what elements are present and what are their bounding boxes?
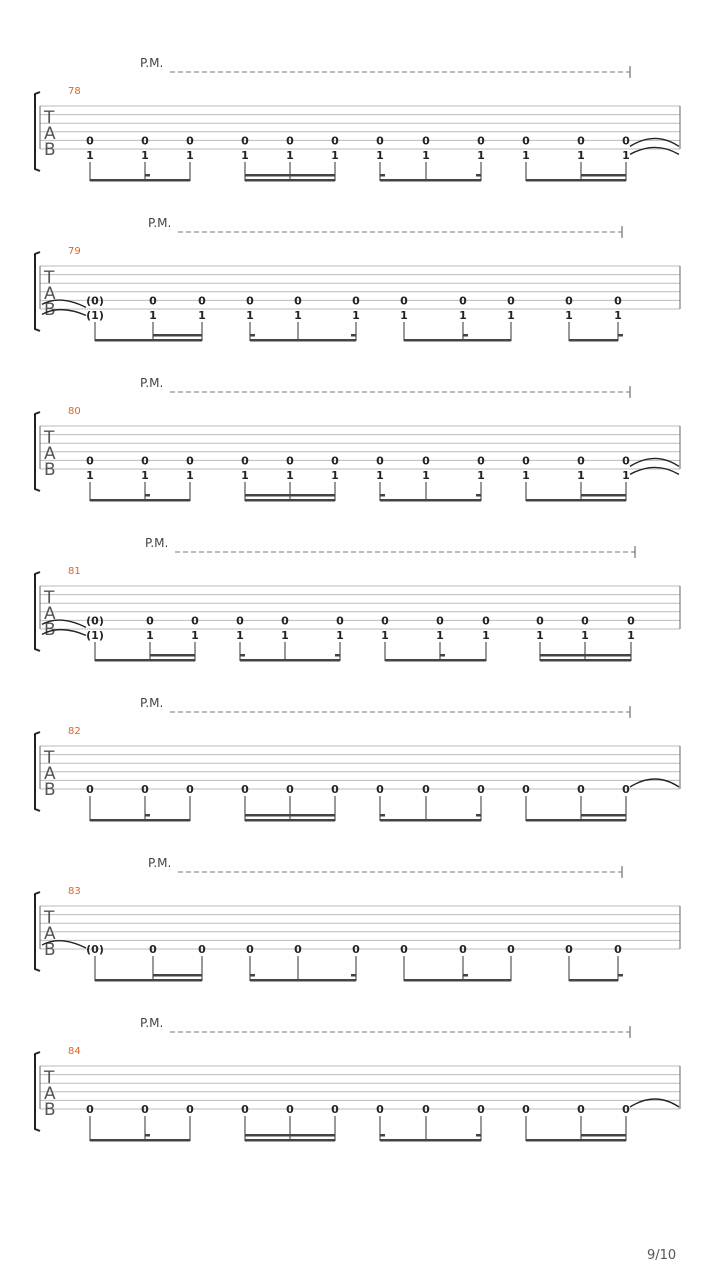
fret-number: 0 [286, 134, 294, 148]
fret-number: 0 [281, 614, 289, 628]
fret-number: 0 [331, 134, 339, 148]
fret-number: 0 [146, 614, 154, 628]
tab-clef-t: T [44, 748, 55, 768]
measure-number: 79 [68, 246, 81, 257]
fret-number: (1) [86, 629, 104, 642]
fret-number: 1 [536, 629, 544, 642]
fret-number: 0 [336, 614, 344, 628]
fret-number: 0 [86, 783, 94, 796]
beam-partial [145, 494, 150, 497]
fret-number: 0 [622, 454, 630, 468]
fret-number: 0 [241, 134, 249, 148]
fret-number: 0 [376, 1103, 384, 1116]
tab-clef-t: T [44, 268, 55, 288]
fret-number: 0 [352, 294, 360, 308]
fret-number: 0 [331, 783, 339, 796]
fret-number: 1 [376, 149, 384, 162]
fret-number: 0 [482, 614, 490, 628]
fret-number: 1 [422, 469, 430, 482]
beam-secondary [153, 974, 202, 977]
fret-number: 0 [522, 1103, 530, 1116]
fret-number: 0 [246, 943, 254, 956]
beam [245, 499, 335, 502]
fret-number: 1 [381, 629, 389, 642]
fret-number: 0 [236, 614, 244, 628]
beam [404, 979, 511, 982]
fret-number: 1 [400, 309, 408, 322]
fret-number: 1 [246, 309, 254, 322]
beam [95, 979, 202, 982]
fret-number: 0 [422, 1103, 430, 1116]
fret-number: 0 [352, 943, 360, 956]
fret-number: 0 [376, 134, 384, 148]
fret-number: 1 [581, 629, 589, 642]
beam-partial [380, 174, 385, 177]
fret-number: (0) [86, 943, 104, 956]
fret-number: 0 [141, 783, 149, 796]
beam [380, 1139, 481, 1142]
beam-partial [240, 654, 245, 657]
fret-number: 0 [536, 614, 544, 628]
beam [569, 979, 618, 982]
fret-number: 0 [522, 454, 530, 468]
fret-number: 0 [331, 454, 339, 468]
tab-clef-b: B [44, 940, 56, 960]
beam [90, 499, 190, 502]
fret-number: 0 [246, 294, 254, 308]
fret-number: 1 [86, 469, 94, 482]
beam-partial [380, 494, 385, 497]
fret-number: 0 [381, 614, 389, 628]
fret-number: 0 [86, 134, 94, 148]
fret-number: 1 [331, 149, 339, 162]
palm-mute-label: P.M. [140, 1016, 164, 1030]
palm-mute-label: P.M. [148, 856, 172, 870]
fret-number: 0 [286, 1103, 294, 1116]
system-bracket [35, 412, 40, 491]
fret-number: 0 [86, 1103, 94, 1116]
tab-system-82 [35, 696, 680, 822]
beam [404, 339, 511, 342]
fret-number: 0 [198, 294, 206, 308]
system-bracket [35, 1052, 40, 1131]
palm-mute-label: P.M. [148, 216, 172, 230]
beam-partial [618, 974, 623, 977]
beam [245, 819, 335, 822]
fret-number: 0 [577, 1103, 585, 1116]
fret-number: 1 [198, 309, 206, 322]
measure-number: 78 [68, 86, 81, 97]
fret-number: 0 [477, 1103, 485, 1116]
fret-number: 0 [294, 943, 302, 956]
beam-secondary [245, 494, 335, 497]
tab-system-79 [35, 216, 680, 342]
fret-number: 1 [86, 149, 94, 162]
fret-number: 0 [436, 614, 444, 628]
fret-number: 0 [507, 943, 515, 956]
beam [90, 179, 190, 182]
tie-out-arc [630, 147, 679, 154]
fret-number: 0 [141, 134, 149, 148]
fret-number: 0 [577, 454, 585, 468]
beam-secondary [150, 654, 195, 657]
fret-number: 1 [507, 309, 515, 322]
beam-partial [145, 814, 150, 817]
fret-number: 0 [627, 614, 635, 628]
fret-number: 0 [286, 454, 294, 468]
fret-number: 1 [477, 469, 485, 482]
beam-partial [145, 174, 150, 177]
beam-secondary [581, 494, 626, 497]
fret-number: 0 [422, 134, 430, 148]
fret-number: 1 [565, 309, 573, 322]
tab-clef-t: T [44, 108, 55, 128]
fret-number: (0) [86, 294, 104, 308]
fret-number: 0 [331, 1103, 339, 1116]
fret-number: 0 [376, 783, 384, 796]
beam [526, 499, 626, 502]
system-bracket [35, 92, 40, 171]
beam [380, 819, 481, 822]
beam-secondary [245, 814, 335, 817]
fret-number: 1 [186, 469, 194, 482]
fret-number: 0 [459, 943, 467, 956]
beam [385, 659, 486, 662]
beam [526, 1139, 626, 1142]
fret-number: 0 [422, 454, 430, 468]
fret-number: 0 [507, 294, 515, 308]
fret-number: 1 [141, 469, 149, 482]
beam [95, 339, 202, 342]
fret-number: 0 [141, 454, 149, 468]
fret-number: 0 [294, 294, 302, 308]
beam-partial [380, 814, 385, 817]
fret-number: 0 [241, 783, 249, 796]
system-bracket [35, 572, 40, 651]
fret-number: 0 [241, 1103, 249, 1116]
tab-clef-a: A [44, 1084, 56, 1104]
fret-number: 0 [622, 1103, 630, 1116]
beam [90, 1139, 190, 1142]
fret-number: 0 [581, 614, 589, 628]
fret-number: 1 [614, 309, 622, 322]
beam [95, 659, 195, 662]
beam [526, 819, 626, 822]
fret-number: 1 [622, 469, 630, 482]
tie-out-arc [630, 458, 679, 466]
beam-secondary [153, 334, 202, 337]
fret-number: 0 [186, 783, 194, 796]
beam-partial [476, 1134, 481, 1137]
palm-mute-label: P.M. [140, 376, 164, 390]
tab-clef-b: B [44, 620, 56, 640]
tab-clef-b: B [44, 460, 56, 480]
tab-system-80 [35, 376, 680, 502]
fret-number: 0 [522, 134, 530, 148]
tab-clef-t: T [44, 428, 55, 448]
tab-clef-a: A [44, 284, 56, 304]
beam [540, 659, 631, 662]
beam-partial [463, 334, 468, 337]
fret-number: 0 [577, 783, 585, 796]
fret-number: 1 [459, 309, 467, 322]
fret-number: 0 [577, 134, 585, 148]
fret-number: 1 [376, 469, 384, 482]
beam [250, 979, 356, 982]
fret-number: 0 [149, 294, 157, 308]
measure-number: 84 [68, 1046, 81, 1057]
fret-number: 0 [400, 943, 408, 956]
fret-number: 1 [331, 469, 339, 482]
beam-secondary [581, 174, 626, 177]
fret-number: 1 [352, 309, 360, 322]
beam-partial [618, 334, 623, 337]
fret-number: 1 [286, 469, 294, 482]
tab-system-81 [35, 536, 680, 662]
fret-number: 0 [422, 783, 430, 796]
beam [245, 179, 335, 182]
fret-number: 1 [191, 629, 199, 642]
tab-system-78 [35, 56, 680, 182]
beam-secondary [540, 654, 631, 657]
fret-number: 0 [186, 1103, 194, 1116]
fret-number: 0 [86, 454, 94, 468]
tab-system-84 [35, 1016, 680, 1142]
beam [526, 179, 626, 182]
beam-partial [145, 1134, 150, 1137]
beam-partial [440, 654, 445, 657]
fret-number: 0 [459, 294, 467, 308]
fret-number: (0) [86, 614, 104, 628]
fret-number: 0 [149, 943, 157, 956]
fret-number: 1 [241, 469, 249, 482]
fret-number: 0 [286, 783, 294, 796]
beam-partial [351, 974, 356, 977]
beam-partial [351, 334, 356, 337]
tie-out-arc [630, 467, 679, 474]
tab-clef-b: B [44, 140, 56, 160]
tab-clef-b: B [44, 780, 56, 800]
tab-clef-a: A [44, 444, 56, 464]
beam-partial [476, 174, 481, 177]
beam-partial [476, 814, 481, 817]
fret-number: 0 [522, 783, 530, 796]
beam [245, 1139, 335, 1142]
beam [90, 819, 190, 822]
tie-out-arc [630, 138, 679, 146]
fret-number: 1 [236, 629, 244, 642]
beam-secondary [581, 1134, 626, 1137]
beam-secondary [245, 174, 335, 177]
fret-number: 1 [422, 149, 430, 162]
tab-clef-a: A [44, 764, 56, 784]
tab-system-83 [35, 856, 680, 982]
fret-number: 0 [477, 134, 485, 148]
fret-number: 0 [622, 783, 630, 796]
fret-number: 1 [146, 629, 154, 642]
fret-number: 1 [436, 629, 444, 642]
fret-number: 1 [281, 629, 289, 642]
fret-number: (1) [86, 309, 104, 322]
fret-number: 0 [477, 783, 485, 796]
beam [380, 179, 481, 182]
fret-number: 0 [400, 294, 408, 308]
beam-partial [476, 494, 481, 497]
fret-number: 0 [622, 134, 630, 148]
tab-clef-a: A [44, 124, 56, 144]
fret-number: 0 [198, 943, 206, 956]
fret-number: 1 [522, 149, 530, 162]
tab-clef-t: T [44, 588, 55, 608]
fret-number: 0 [191, 614, 199, 628]
fret-number: 1 [627, 629, 635, 642]
system-bracket [35, 892, 40, 971]
fret-number: 0 [614, 943, 622, 956]
measure-number: 81 [68, 566, 81, 577]
system-bracket [35, 732, 40, 811]
palm-mute-label: P.M. [140, 56, 164, 70]
tab-clef-a: A [44, 924, 56, 944]
beam [250, 339, 356, 342]
fret-number: 1 [522, 469, 530, 482]
fret-number: 1 [477, 149, 485, 162]
beam-secondary [581, 814, 626, 817]
beam [569, 339, 618, 342]
fret-number: 1 [336, 629, 344, 642]
tab-clef-t: T [44, 908, 55, 928]
tab-clef-b: B [44, 300, 56, 320]
system-bracket [35, 252, 40, 331]
fret-number: 1 [286, 149, 294, 162]
fret-number: 1 [241, 149, 249, 162]
fret-number: 1 [186, 149, 194, 162]
beam [240, 659, 340, 662]
palm-mute-label: P.M. [145, 536, 169, 550]
beam-partial [335, 654, 340, 657]
beam-secondary [245, 1134, 335, 1137]
page-number: 9/10 [647, 1248, 677, 1263]
beam [380, 499, 481, 502]
beam-partial [250, 974, 255, 977]
fret-number: 1 [577, 469, 585, 482]
fret-number: 1 [141, 149, 149, 162]
fret-number: 1 [149, 309, 157, 322]
fret-number: 0 [241, 454, 249, 468]
fret-number: 0 [141, 1103, 149, 1116]
fret-number: 0 [614, 294, 622, 308]
fret-number: 0 [565, 943, 573, 956]
fret-number: 1 [622, 149, 630, 162]
measure-number: 82 [68, 726, 81, 737]
fret-number: 1 [577, 149, 585, 162]
tab-clef-a: A [44, 604, 56, 624]
tab-clef-b: B [44, 1100, 56, 1120]
fret-number: 0 [477, 454, 485, 468]
beam-partial [250, 334, 255, 337]
fret-number: 0 [565, 294, 573, 308]
measure-number: 83 [68, 886, 81, 897]
measure-number: 80 [68, 406, 81, 417]
fret-number: 0 [376, 454, 384, 468]
fret-number: 1 [294, 309, 302, 322]
fret-number: 1 [482, 629, 490, 642]
beam-partial [463, 974, 468, 977]
beam-partial [380, 1134, 385, 1137]
tab-clef-t: T [44, 1068, 55, 1088]
palm-mute-label: P.M. [140, 696, 164, 710]
fret-number: 0 [186, 134, 194, 148]
fret-number: 0 [186, 454, 194, 468]
